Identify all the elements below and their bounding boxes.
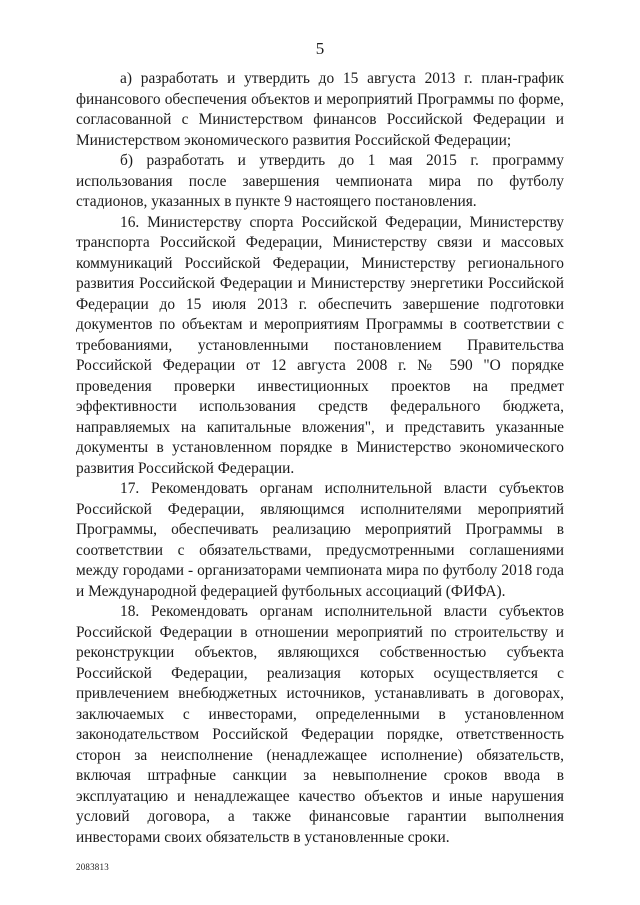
paragraph-b: б) разработать и утвердить до 1 мая 2015 г. программу использования после завершения чемпионата мира по футболу стадионов, указанных в пункте 9 настоящего постановления.	[76, 152, 564, 210]
document-code: 2083813	[76, 862, 109, 872]
document-body	[76, 69, 564, 848]
paragraph-16: 16. Министерству спорта Российской Федерации, Министерству транспорта Российской Федерации, Министерству связи и массовых коммуникаций Российской Федерации, Министерству регионального развития Российской Федерации и Министерству энергетики Российской Федерации до 15 июля 2013 г. обеспечить завершение подготовки документов по объектам и мероприятиям Программы в соответствии с требованиями, установленными постановлением Правительства Российской Федерации от 12 августа 2008 г. № 590 "О порядке проведения проверки инвестиционных проектов на предмет эффективности использования средств федерального бюджета, направляемых на капитальные вложения", и представить указанные документы в установленном порядке в Министерство экономического развития Российской Федерации.	[76, 213, 564, 477]
paragraph-a: а) разработать и утвердить до 15 августа 2013 г. план-график финансового обеспечения объектов и мероприятий Программы по форме, согласованной с Министерством финансов Российской Федерации и Министерством экономического развития Российской Федерации;	[76, 70, 564, 149]
paragraph-17: 17. Рекомендовать органам исполнительной власти субъектов Российской Федерации, являющимся исполнителями мероприятий Программы, обеспечивать реализацию мероприятий Программы в соответствии с обязательствами, предусмотренными соглашениями между городами - организаторами чемпионата мира по футболу 2018 года и Международной федерацией футбольных ассоциаций (ФИФА).	[76, 480, 564, 600]
paragraph-18: 18. Рекомендовать органам исполнительной власти субъектов Российской Федерации в отношении мероприятий по строительству и реконструкции объектов, являющихся собственностью субъекта Российской Федерации, реализация которых осуществляется с привлечением внебюджетных источников, устанавливать в договорах, заключаемых с инвесторами, определенными в установленном законодательством Российской Федерации порядке, ответственность сторон за неисполнение (ненадлежащее исполнение) обязательств, включая штрафные санкции за невыполнение сроков ввода в эксплуатацию и ненадлежащее качество объектов и иные нарушения условий договора, а также финансовые гарантии выполнения инвесторами своих обязательств в установленные сроки.	[76, 603, 564, 846]
page-number: 5	[315, 39, 325, 58]
